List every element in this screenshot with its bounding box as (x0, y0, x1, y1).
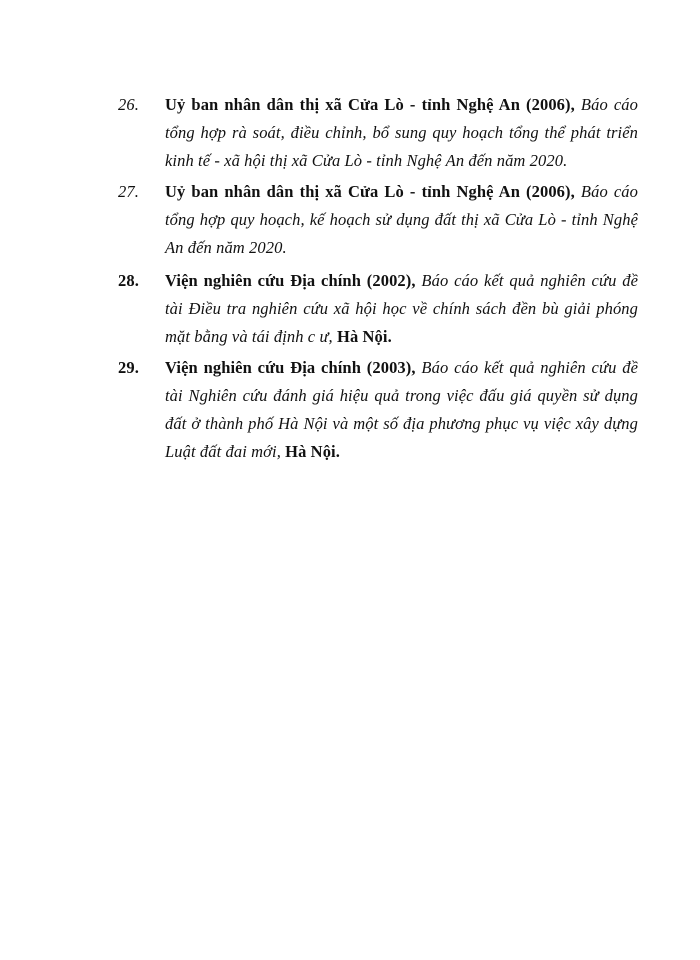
reference-author: Uỷ ban nhân dân thị xã Cửa Lò - tỉnh Nghệ An (2006), (165, 182, 575, 201)
reference-number: 28. (118, 271, 139, 290)
reference-title: Báo cáo kết quả nghiên cứu đề tài Nghiên cứu đánh giá hiệu quả trong việc đấu giá quyền sử dụng đất ở thành phố Hà Nội và một số địa phương phục vụ việc xây dựng Luật đất đai mới, (165, 358, 638, 461)
reference-item-26 (118, 91, 638, 175)
reference-number: 27. (118, 182, 139, 201)
reference-number: 29. (118, 358, 139, 377)
reference-author: Uỷ ban nhân dân thị xã Cửa Lò - tỉnh Nghệ An (2006), (165, 95, 575, 114)
reference-item-28 (118, 267, 638, 351)
reference-place: Hà Nội. (285, 442, 340, 461)
reference-author: Viện nghiên cứu Địa chính (2002), (165, 271, 416, 290)
reference-author: Viện nghiên cứu Địa chính (2003), (165, 358, 416, 377)
reference-title: Báo cáo tổng hợp quy hoạch, kế hoạch sử dụng đất thị xã Cửa Lò - tỉnh Nghệ An đến năm 2020. (165, 182, 638, 257)
reference-item-27 (118, 178, 638, 262)
reference-place: Hà Nội. (337, 327, 392, 346)
reference-title: Báo cáo tổng hợp rà soát, điều chỉnh, bổ sung quy hoạch tổng thể phát triển kinh tế - xã hội thị xã Cửa Lò - tỉnh Nghệ An đến năm 2020. (165, 95, 638, 170)
reference-number: 26. (118, 95, 139, 114)
reference-title: Báo cáo kết quả nghiên cứu đề tài Điều tra nghiên cứu xã hội học về chính sách đền bù giải phóng mặt bằng và tái định c ư, (165, 271, 638, 346)
reference-list (118, 91, 638, 469)
reference-item-29 (118, 354, 638, 466)
